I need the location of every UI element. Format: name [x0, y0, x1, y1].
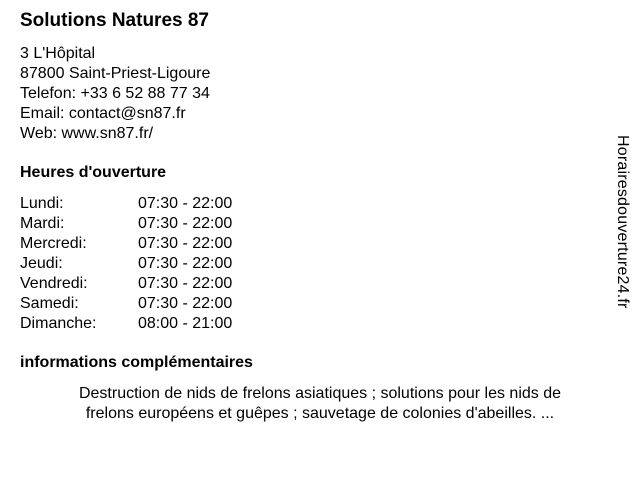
time-range: 07:30 - 22:00 [138, 235, 233, 252]
contact-block [20, 44, 210, 144]
day-label: Lundi: [20, 195, 64, 212]
business-name: Solutions Natures 87 [20, 10, 209, 31]
info-heading: informations complémentaires [20, 354, 253, 371]
email-text: Email: contact@sn87.fr [20, 105, 186, 122]
address-city: 87800 Saint-Priest-Ligoure [20, 65, 211, 82]
day-label: Mercredi: [20, 235, 87, 252]
time-range: 07:30 - 22:00 [138, 195, 233, 212]
info-line: Destruction de nids de frelons asiatiques ; solutions pour les nids de [78, 385, 562, 402]
day-label: Dimanche: [20, 315, 97, 332]
day-label: Jeudi: [20, 255, 63, 272]
time-range: 08:00 - 21:00 [138, 315, 233, 332]
time-range: 07:30 - 22:00 [138, 255, 233, 272]
watermark-text: Horairesdouverture24.fr [614, 135, 631, 309]
info-description [20, 384, 620, 424]
time-range: 07:30 - 22:00 [138, 295, 233, 312]
day-label: Mardi: [20, 215, 65, 232]
time-range: 07:30 - 22:00 [138, 215, 233, 232]
day-label: Samedi: [20, 295, 79, 312]
info-line: frelons européens et guêpes ; sauvetage de colonies d'abeilles. ... [85, 405, 555, 422]
address-street: 3 L'Hôpital [20, 45, 96, 62]
day-label: Vendredi: [20, 275, 88, 292]
web-text: Web: www.sn87.fr/ [20, 125, 154, 142]
time-range: 07:30 - 22:00 [138, 275, 233, 292]
phone-text: Telefon: +33 6 52 88 77 34 [20, 85, 210, 102]
hours-heading: Heures d'ouverture [20, 164, 167, 181]
